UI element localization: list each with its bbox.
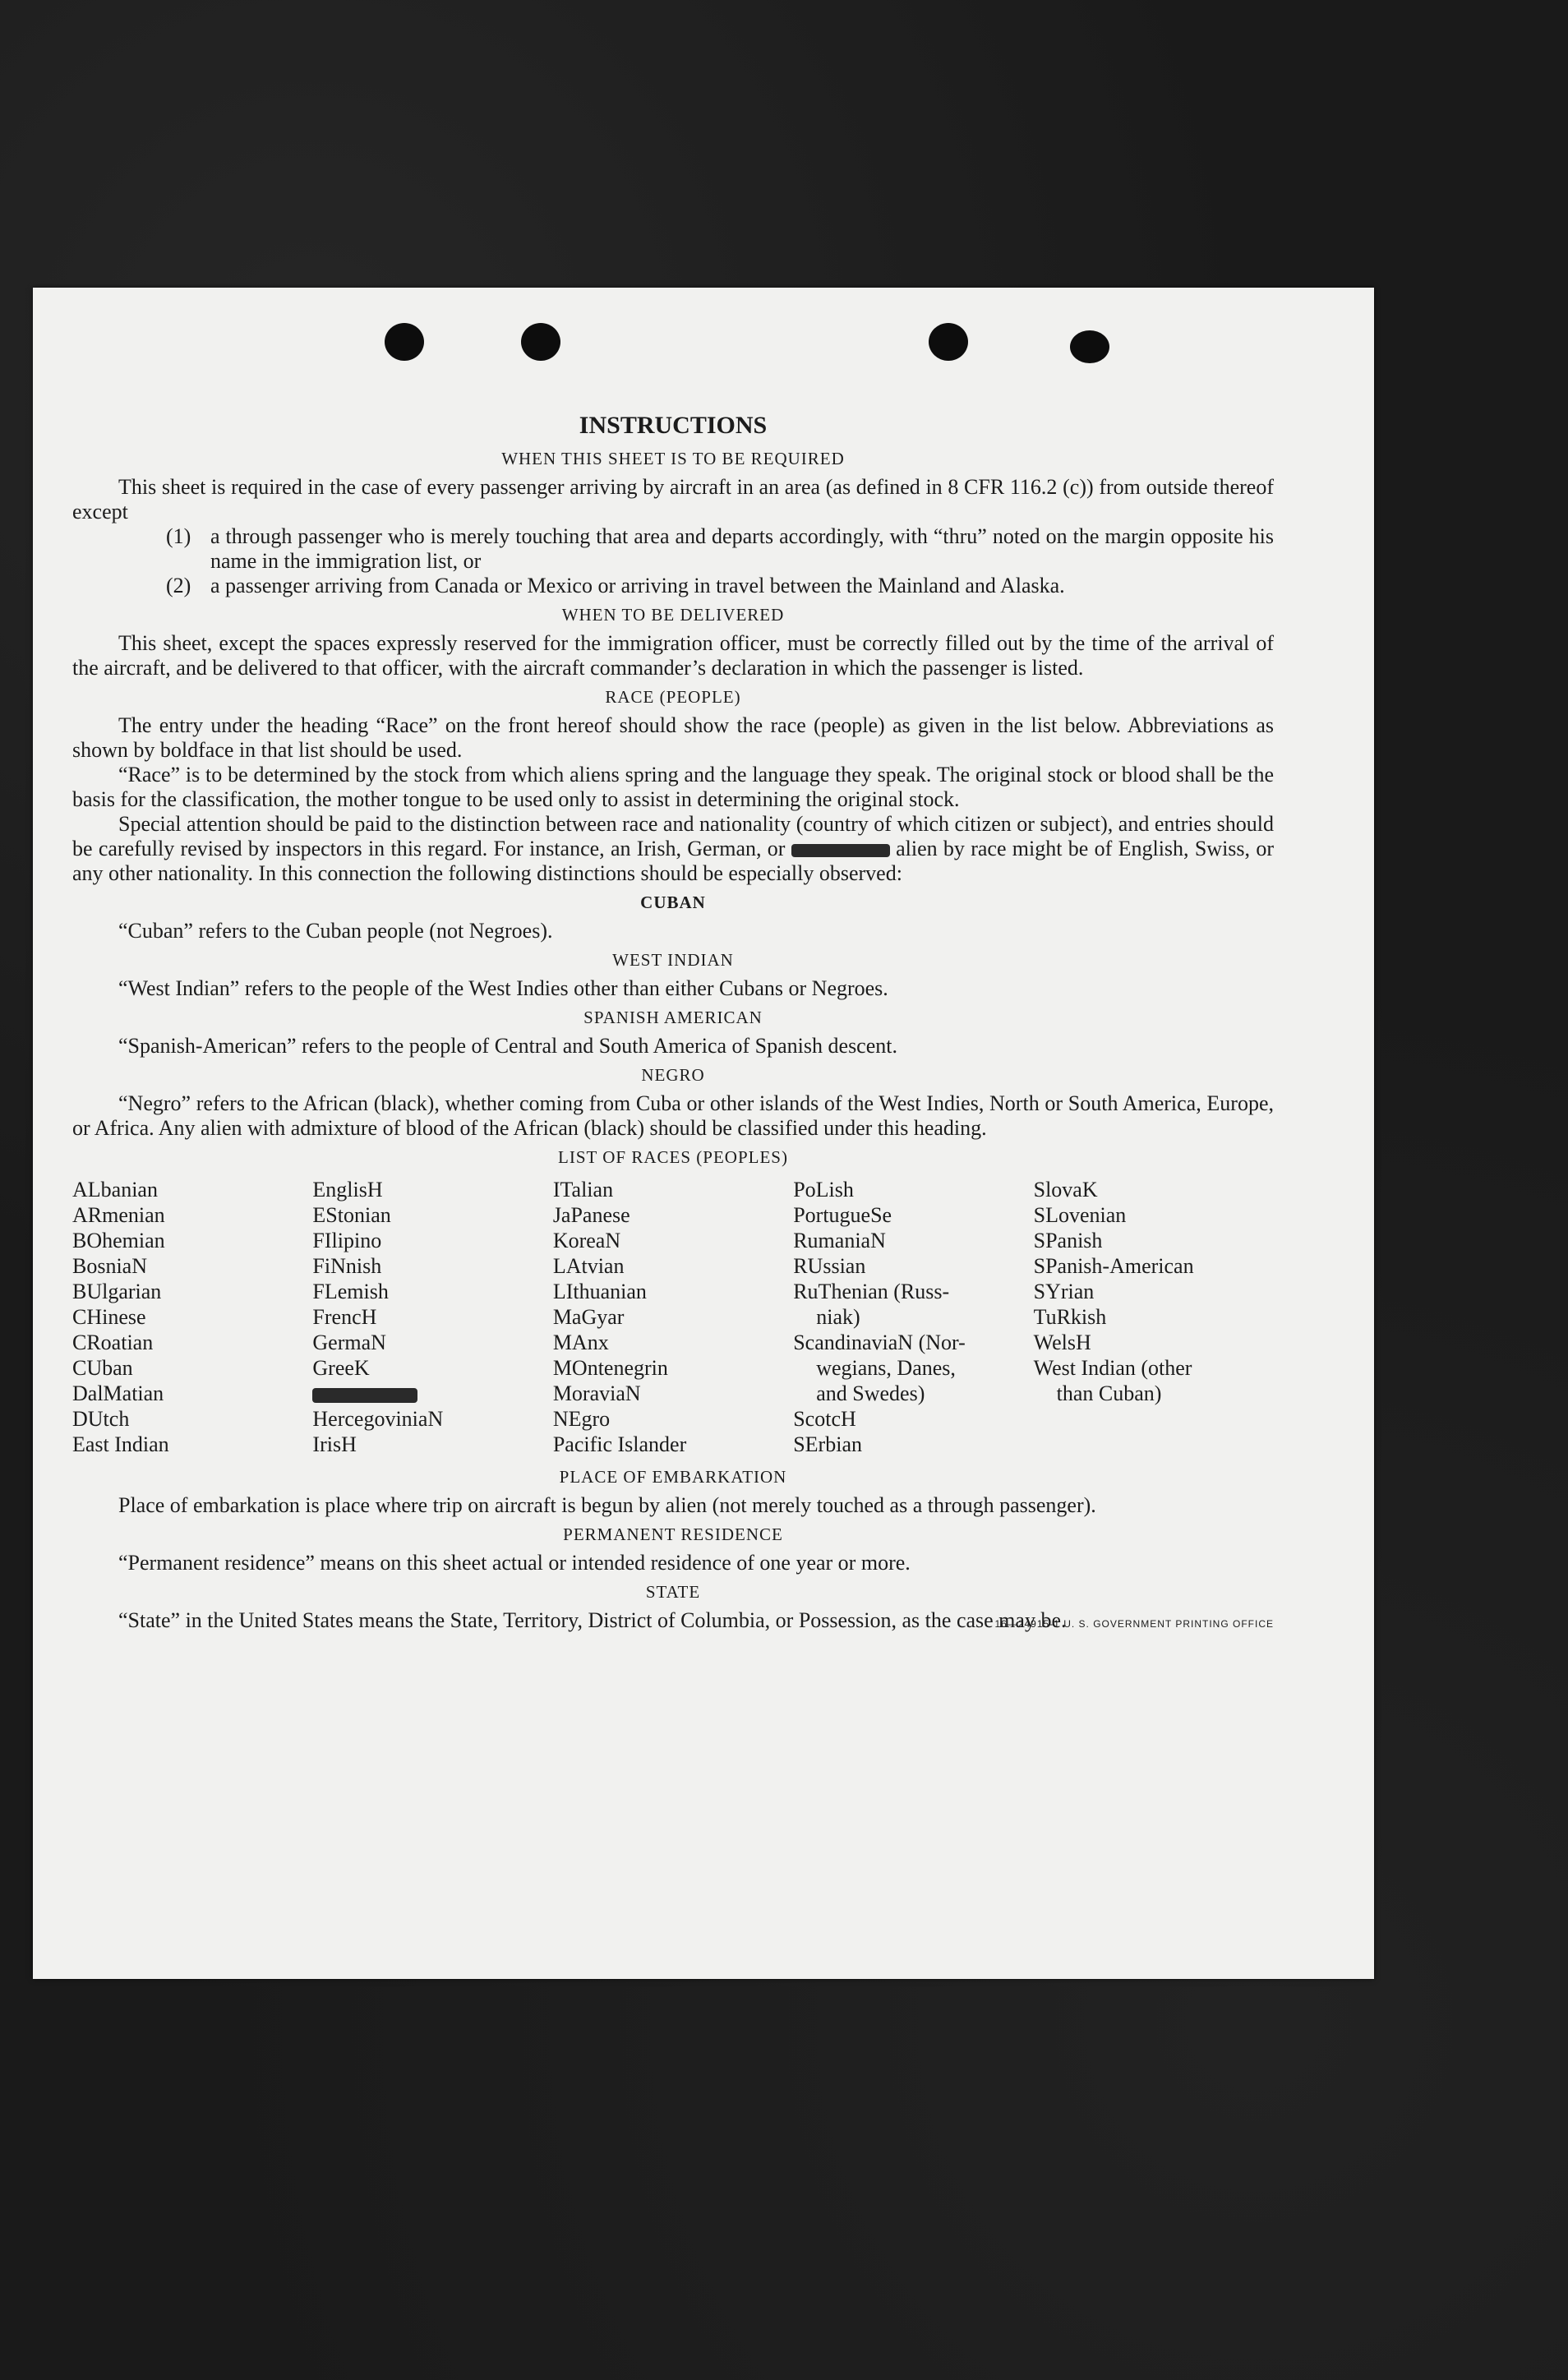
race-entry: RuThenian (Russ-: [793, 1280, 950, 1303]
item-text: a passenger arriving from Canada or Mexico or arriving in travel between the Mainland and Alaska.: [210, 574, 1065, 597]
required-intro: This sheet is required in the case of every passenger arriving by aircraft in an area (as defined in 8 CFR 116.2 (c)) from outside thereof except: [72, 475, 1274, 524]
race-paragraph-3-start: Special attention should be paid to the distinction between race and nationality (country of which citizen or subject), and entries should be carefully revised by inspectors in this regard. For instance, an Irish, German, or: [72, 812, 1274, 860]
item-number: (1): [166, 524, 191, 548]
race-entry: FiNnish: [312, 1254, 382, 1278]
race-entry: WelsH: [1033, 1331, 1091, 1354]
race-entry: MAnx: [552, 1331, 609, 1354]
race-entry: wegians, Danes,: [816, 1356, 956, 1380]
races-column: [553, 1177, 793, 1457]
race-entry: and Swedes): [816, 1381, 925, 1405]
state-text: “State” in the United States means the State, Territory, District of Columbia, or Possession, as the case may be.: [118, 1608, 1067, 1632]
race-entry: CRoatian: [72, 1331, 154, 1354]
cuban-text: “Cuban” refers to the Cuban people (not Negroes).: [118, 919, 553, 943]
race-entry: CUban: [72, 1356, 133, 1380]
section-heading-west-indian: WEST INDIAN: [612, 950, 734, 970]
race-entry: SErbian: [793, 1432, 862, 1456]
race-entry: IrisH: [312, 1432, 357, 1456]
redaction-mark: [312, 1388, 417, 1403]
race-paragraph-1: The entry under the heading “Race” on the front hereof should show the race (people) as given in the list below. Abbreviations as shown by boldface in that list should be used.: [72, 713, 1274, 762]
race-entry: KoreaN: [552, 1229, 621, 1252]
punch-hole: [521, 323, 560, 361]
race-entry: TuRkish: [1033, 1305, 1107, 1329]
spanish-american-text: “Spanish-American” refers to the people of Central and South America of Spanish descent.: [118, 1034, 897, 1058]
race-entry: MoraviaN: [552, 1381, 641, 1405]
punch-hole: [1070, 330, 1109, 363]
section-heading-delivered: WHEN TO BE DELIVERED: [561, 605, 785, 625]
race-entry: West Indian (other: [1033, 1356, 1192, 1380]
section-heading-embarkation: PLACE OF EMBARKATION: [559, 1467, 787, 1487]
west-indian-text: “West Indian” refers to the people of the West Indies other than either Cubans or Negroes.: [118, 976, 888, 1000]
races-column: [1034, 1177, 1274, 1457]
section-heading-negro: NEGRO: [641, 1065, 705, 1085]
section-heading-cuban: CUBAN: [640, 892, 706, 912]
race-entry: EStonian: [312, 1203, 391, 1227]
negro-text: “Negro” refers to the African (black), whether coming from Cuba or other islands of the West Indies, North or South America, Europe, or Africa. Any alien with admixture of blood of the African (black) should be classified under this heading.: [72, 1091, 1274, 1140]
redaction-mark: [791, 844, 890, 857]
race-entry: CHinese: [72, 1305, 146, 1329]
delivered-text: This sheet, except the spaces expressly reserved for the immigration officer, must be correctly filled out by the time of the arrival of the aircraft, and be delivered to that officer, with the aircraft commander’s declaration in which the passenger is listed.: [72, 631, 1274, 680]
race-entry: GreeK: [312, 1356, 370, 1380]
race-entry: FLemish: [312, 1280, 389, 1303]
section-heading-state: STATE: [645, 1582, 701, 1602]
document-sheet: [33, 288, 1374, 1979]
race-entry: FrencH: [312, 1305, 377, 1329]
race-entry: DalMatian: [72, 1381, 164, 1405]
item-number: (2): [166, 574, 191, 597]
race-entry-redacted: [312, 1381, 552, 1406]
race-entry: ScandinaviaN (Nor-: [793, 1331, 966, 1354]
section-heading-spanish-american: SPANISH AMERICAN: [583, 1008, 763, 1027]
race-entry: [1034, 1406, 1274, 1432]
embarkation-text: Place of embarkation is place where trip on aircraft is begun by alien (not merely touched as a through passenger).: [118, 1493, 1096, 1517]
required-item-2: [166, 574, 1274, 598]
race-entry: FIlipino: [312, 1229, 382, 1252]
races-column: [72, 1177, 312, 1457]
section-heading-race: RACE (PEOPLE): [605, 687, 741, 707]
race-entry: ARmenian: [72, 1203, 165, 1227]
residence-text: “Permanent residence” means on this sheet actual or intended residence of one year or more.: [118, 1551, 911, 1575]
race-entry: LIthuanian: [552, 1280, 647, 1303]
race-entry: SPanish-American: [1033, 1254, 1194, 1278]
item-text: a through passenger who is merely touching that area and departs accordingly, with “thru” noted on the margin opposite his name in the immigration list, or: [210, 524, 1274, 573]
race-entry: LAtvian: [552, 1254, 625, 1278]
race-entry: ALbanian: [72, 1178, 158, 1202]
race-entry: RumaniaN: [793, 1229, 886, 1252]
section-heading-residence: PERMANENT RESIDENCE: [563, 1524, 783, 1544]
race-entry: SPanish: [1033, 1229, 1103, 1252]
document-body: [72, 411, 1274, 1636]
race-entry: niak): [816, 1305, 860, 1329]
race-paragraph-2: “Race” is to be determined by the stock from which aliens spring and the language they speak. The original stock or blood shall be the basis for the classification, the mother tongue to be used only to assist in determining the original stock.: [72, 763, 1274, 811]
races-list: [72, 1177, 1274, 1457]
section-heading-required: WHEN THIS SHEET IS TO BE REQUIRED: [501, 449, 845, 468]
race-entry: BOhemian: [72, 1229, 165, 1252]
document-title: INSTRUCTIONS: [579, 412, 768, 439]
race-entry: East Indian: [72, 1432, 169, 1456]
race-entry: SLovenian: [1033, 1203, 1127, 1227]
races-column: [793, 1177, 1033, 1457]
race-entry: SYrian: [1033, 1280, 1095, 1303]
race-entry: MOntenegrin: [552, 1356, 668, 1380]
race-entry: BUlgarian: [72, 1280, 162, 1303]
printer-line: 16—24915-1 U. S. GOVERNMENT PRINTING OFFICE: [994, 1618, 1274, 1630]
races-column: [312, 1177, 552, 1457]
punch-hole: [929, 323, 968, 361]
race-entry: MaGyar: [552, 1305, 625, 1329]
race-entry: JaPanese: [552, 1203, 630, 1227]
race-paragraph-3-end: alien by race might be of English, Swiss, or any other nationality. In this connection the following distinctions should be especially observed:: [72, 837, 1275, 885]
race-entry: ScotcH: [793, 1407, 856, 1431]
race-entry: RUssian: [793, 1254, 866, 1278]
race-entry: HercegoviniaN: [312, 1407, 444, 1431]
race-entry: BosniaN: [72, 1254, 147, 1278]
section-heading-races-list: LIST OF RACES (PEOPLES): [558, 1147, 788, 1167]
race-entry: SlovaK: [1033, 1178, 1098, 1202]
required-item-1: [166, 524, 1274, 574]
race-entry: EnglisH: [312, 1178, 383, 1202]
race-entry: [1034, 1432, 1274, 1457]
race-entry: NEgro: [552, 1407, 611, 1431]
race-entry: PortugueSe: [793, 1203, 892, 1227]
race-entry: than Cuban): [1056, 1381, 1162, 1405]
race-entry: DUtch: [72, 1407, 130, 1431]
race-paragraph-3: [72, 812, 1274, 886]
punch-hole: [385, 323, 424, 361]
race-entry: GermaN: [312, 1331, 386, 1354]
race-entry: PoLish: [793, 1178, 854, 1202]
race-entry: Pacific Islander: [552, 1432, 687, 1456]
race-entry: ITalian: [552, 1178, 614, 1202]
